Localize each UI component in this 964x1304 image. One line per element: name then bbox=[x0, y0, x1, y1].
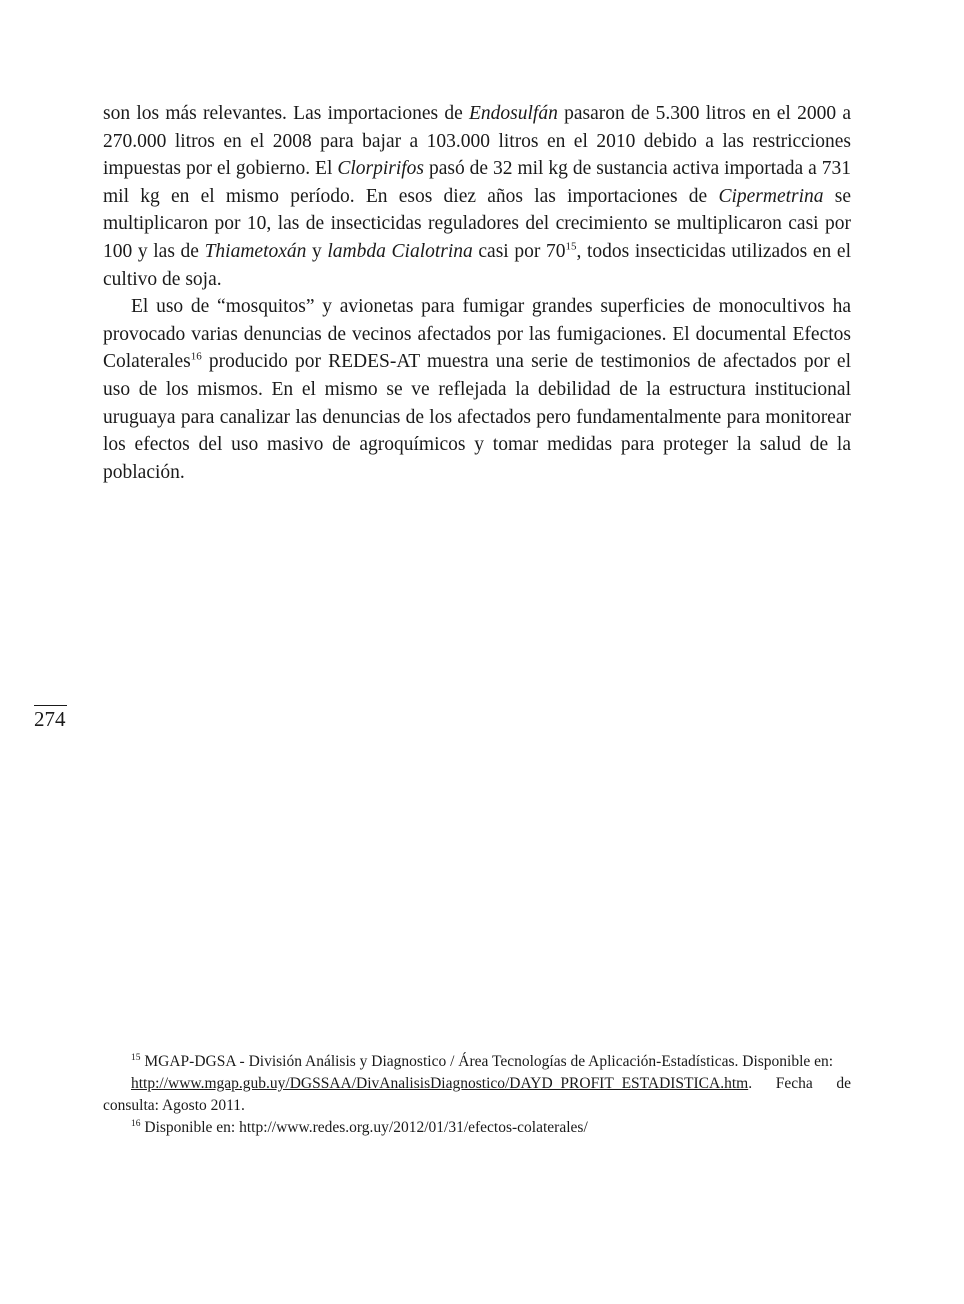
page-number-rule bbox=[34, 705, 67, 706]
main-text bbox=[103, 100, 851, 486]
footnote-15-continuation bbox=[103, 1073, 851, 1117]
italic-term: Endosulfán bbox=[468, 103, 558, 124]
text-run: producido por REDES-AT muestra una serie de testimonios de afectados por el uso de los mismos. En el mismo se ve reflejada la debilidad de la estructura institucional uruguaya para canalizar las denuncias de los afectados pero fundamentalmente para monitorear los efectos del uso masivo de agroquímicos y tomar medidas para proteger la salud de la población. bbox=[103, 351, 851, 483]
italic-term: lambda Cialotrina bbox=[327, 240, 473, 262]
footnote-ref-16[interactable]: 16 bbox=[190, 350, 202, 363]
text-run: pasaron de 5.300 litros en el 2000 a 270.000 litros en el 2008 para bajar a 103.000 litros en el 2010 debido a las restricciones impuestas por el gobierno. El bbox=[103, 103, 852, 180]
footnote-ref-15[interactable]: 15 bbox=[565, 240, 577, 253]
footnote-number: 16 bbox=[131, 1118, 141, 1129]
footnote-text: MGAP-DGSA - División Análisis y Diagnostico / Área Tecnologías de Aplicación-Estadísticas. Disponible en: bbox=[140, 1053, 834, 1070]
text-run: casi por 70 bbox=[472, 240, 566, 262]
footnote-number: 15 bbox=[131, 1052, 141, 1063]
text-run: se multiplicaron por 10, las de insecticidas reguladores del crecimiento se multiplicaron casi por 100 y las de bbox=[103, 185, 851, 262]
paragraph-1 bbox=[103, 100, 851, 293]
footnote-text: . Fecha de consulta: Agosto 2011. bbox=[103, 1075, 851, 1114]
text-run: son los más relevantes. Las importaciones de bbox=[103, 103, 469, 124]
text-run: , todos insecticidas utilizados en el cultivo de soja. bbox=[103, 240, 851, 290]
footnote-16 bbox=[103, 1117, 851, 1139]
footnote-link[interactable]: http://www.mgap.gub.uy/DGSSAA/DivAnalisisDiagnostico/DAYD_PROFIT_ESTADISTICA.htm bbox=[131, 1075, 749, 1092]
text-run: pasó de 32 mil kg de sustancia activa importada a 731 mil kg en el mismo período. En esos diez años las importaciones de bbox=[103, 158, 851, 207]
footnotes bbox=[103, 1051, 851, 1139]
footnote-text: Disponible en: http://www.redes.org.uy/2012/01/31/efectos-colaterales/ bbox=[140, 1119, 588, 1136]
paragraph-2 bbox=[103, 293, 851, 486]
text-run: El uso de “mosquitos” y avionetas para fumigar grandes superficies de monocultivos ha provocado varias denuncias de vecinos afectados por las fumigaciones. El documental Efectos Colaterales bbox=[103, 296, 851, 373]
italic-term: Cipermetrina bbox=[718, 185, 824, 207]
footnote-15 bbox=[103, 1051, 851, 1073]
page-number: 274 bbox=[34, 707, 66, 731]
italic-term: Thiametoxán bbox=[204, 240, 307, 262]
text-run: y bbox=[306, 240, 328, 262]
italic-term: Clorpirifos bbox=[337, 158, 425, 180]
